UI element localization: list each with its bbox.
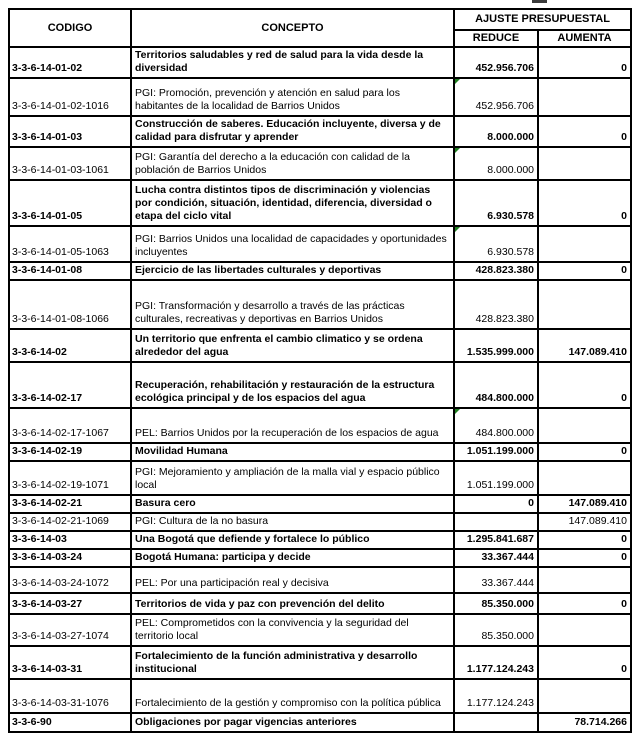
reduce-value: 428.823.380: [475, 264, 534, 276]
codigo-cell: [9, 513, 131, 531]
aumenta-value: 0: [621, 264, 627, 276]
codigo-value: 3-3-6-14-03-27: [12, 598, 83, 610]
table-row: [9, 495, 631, 513]
concepto-value: Lucha contra distintos tipos de discriminación y violencias por condición, situación, identidad, diferencia, diversidad o etapa del ciclo vital: [135, 184, 432, 222]
codigo-value: 3-3-6-14-01-05-1063: [12, 246, 109, 258]
codigo-value: 3-3-6-14-02-19-1071: [12, 479, 109, 491]
codigo-cell: [9, 147, 131, 180]
reduce-cell: [454, 180, 538, 226]
aumenta-cell: [538, 226, 631, 262]
reduce-cell: [454, 461, 538, 495]
reduce-cell: [454, 593, 538, 614]
codigo-value: 3-3-6-14-01-05: [12, 210, 83, 222]
concepto-cell: [131, 180, 454, 226]
aumenta-value: 0: [621, 598, 627, 610]
aumenta-cell: [538, 362, 631, 408]
codigo-cell: [9, 567, 131, 593]
codigo-cell: [9, 180, 131, 226]
table-row: [9, 461, 631, 495]
concepto-value: PGI: Garantía del derecho a la educación con calidad de la población de Barrios Unidos: [135, 151, 410, 176]
reduce-value: 1.051.199.000: [466, 445, 534, 457]
aumenta-value: 0: [621, 210, 627, 222]
codigo-cell: [9, 646, 131, 679]
concepto-cell: [131, 549, 454, 567]
aumenta-cell: [538, 408, 631, 443]
codigo-value: 3-3-6-14-02-21: [12, 497, 83, 509]
codigo-cell: [9, 495, 131, 513]
table-row: [9, 679, 631, 713]
table-row: [9, 531, 631, 549]
concepto-value: PGI: Promoción, prevención y atención en salud para los habitantes de la localidad de Barrios Unidos: [135, 87, 400, 112]
codigo-cell: [9, 47, 131, 78]
aumenta-cell: [538, 180, 631, 226]
concepto-value: PGI: Transformación y desarrollo a través de las prácticas culturales, recreativas y deportivas en Barrios Unidos: [135, 300, 405, 325]
concepto-cell: [131, 593, 454, 614]
codigo-cell: [9, 679, 131, 713]
concepto-value: Territorios de vida y paz con prevención del delito: [135, 598, 385, 610]
codigo-value: 3-3-6-14-02-17: [12, 392, 83, 404]
table-row: [9, 329, 631, 362]
aumenta-value: 0: [621, 62, 627, 74]
table-row: [9, 47, 631, 78]
concepto-value: Basura cero: [135, 497, 196, 509]
reduce-cell: [454, 443, 538, 461]
codigo-cell: [9, 443, 131, 461]
table-row: [9, 408, 631, 443]
table-body: [9, 47, 631, 732]
codigo-value: 3-3-6-14-01-02-1016: [12, 100, 109, 112]
aumenta-value: 0: [621, 392, 627, 404]
aumenta-value: 147.089.410: [568, 346, 627, 358]
concepto-value: PGI: Barrios Unidos una localidad de capacidades y oportunidades incluyentes: [135, 233, 447, 258]
concepto-value: Territorios saludables y red de salud para la vida desde la diversidad: [135, 49, 424, 74]
budget-adjustment-table: [8, 8, 632, 733]
codigo-cell: [9, 78, 131, 116]
concepto-cell: [131, 713, 454, 732]
reduce-cell: [454, 226, 538, 262]
green-error-indicator-icon: [455, 148, 460, 153]
codigo-value: 3-3-6-14-01-08-1066: [12, 313, 109, 325]
concepto-cell: [131, 329, 454, 362]
aumenta-cell: [538, 513, 631, 531]
codigo-cell: [9, 531, 131, 549]
codigo-cell: [9, 614, 131, 646]
table-row: [9, 614, 631, 646]
aumenta-cell: [538, 495, 631, 513]
codigo-value: 3-3-6-14-03: [12, 533, 67, 545]
concepto-value: Ejercicio de las libertades culturales y deportivas: [135, 264, 382, 276]
table-row: [9, 567, 631, 593]
table-row: [9, 180, 631, 226]
aumenta-cell: [538, 549, 631, 567]
aumenta-cell: [538, 461, 631, 495]
concepto-cell: [131, 147, 454, 180]
reduce-cell: [454, 679, 538, 713]
table-row: [9, 78, 631, 116]
reduce-value: 0: [528, 497, 534, 509]
codigo-value: 3-3-6-14-02-21-1069: [12, 515, 109, 527]
green-error-indicator-icon: [455, 409, 460, 414]
reduce-cell: [454, 47, 538, 78]
reduce-cell: [454, 495, 538, 513]
table-row: [9, 147, 631, 180]
header-aumenta: AUMENTA: [538, 30, 631, 47]
codigo-cell: [9, 280, 131, 329]
reduce-value: 1.051.199.000: [466, 479, 534, 491]
concepto-cell: [131, 495, 454, 513]
codigo-cell: [9, 461, 131, 495]
concepto-value: Recuperación, rehabilitación y restauración de la estructura ecológica principal y de los espacios del agua: [135, 379, 435, 404]
reduce-cell: [454, 531, 538, 549]
reduce-cell: [454, 408, 538, 443]
table-row: [9, 362, 631, 408]
codigo-cell: [9, 116, 131, 147]
concepto-cell: [131, 408, 454, 443]
codigo-value: 3-3-6-14-02-17-1067: [12, 427, 109, 439]
concepto-value: Construcción de saberes. Educación incluyente, diversa y de calidad para disfrutar y aprender: [135, 118, 441, 143]
header-ajuste-presupuestal: AJUSTE PRESUPUESTAL: [454, 9, 631, 30]
reduce-cell: [454, 567, 538, 593]
header-concepto: CONCEPTO: [131, 9, 454, 47]
codigo-cell: [9, 262, 131, 280]
aumenta-cell: [538, 147, 631, 180]
concepto-value: Fortalecimiento de la gestión y compromiso con la política pública: [135, 697, 441, 709]
codigo-cell: [9, 362, 131, 408]
aumenta-cell: [538, 713, 631, 732]
codigo-cell: [9, 408, 131, 443]
table-row: [9, 443, 631, 461]
table-row: [9, 593, 631, 614]
codigo-value: 3-3-6-14-01-08: [12, 264, 83, 276]
reduce-value: 8.000.000: [487, 131, 534, 143]
reduce-cell: [454, 147, 538, 180]
concepto-value: Una Bogotá que defiende y fortalece lo público: [135, 533, 370, 545]
concepto-value: Movilidad Humana: [135, 445, 228, 457]
reduce-value: 33.367.444: [481, 577, 534, 589]
concepto-value: Bogotá Humana: participa y decide: [135, 551, 311, 563]
reduce-value: 428.823.380: [475, 313, 534, 325]
aumenta-value: 0: [621, 131, 627, 143]
reduce-cell: [454, 549, 538, 567]
concepto-cell: [131, 567, 454, 593]
table-row: [9, 262, 631, 280]
concepto-value: PEL: Barrios Unidos por la recuperación de los espacios de agua: [135, 427, 439, 439]
codigo-cell: [9, 329, 131, 362]
concepto-cell: [131, 614, 454, 646]
concepto-cell: [131, 461, 454, 495]
header-reduce: REDUCE: [454, 30, 538, 47]
concepto-cell: [131, 226, 454, 262]
reduce-cell: [454, 646, 538, 679]
aumenta-value: 0: [621, 663, 627, 675]
aumenta-value: 0: [621, 533, 627, 545]
reduce-value: 8.000.000: [487, 164, 534, 176]
aumenta-cell: [538, 262, 631, 280]
aumenta-cell: [538, 646, 631, 679]
table-row: [9, 549, 631, 567]
aumenta-cell: [538, 116, 631, 147]
codigo-value: 3-3-6-14-03-31: [12, 663, 83, 675]
concepto-cell: [131, 280, 454, 329]
aumenta-value: 147.089.410: [568, 515, 627, 527]
aumenta-cell: [538, 679, 631, 713]
concepto-cell: [131, 47, 454, 78]
reduce-cell: [454, 116, 538, 147]
aumenta-cell: [538, 78, 631, 116]
reduce-value: 33.367.444: [481, 551, 534, 563]
reduce-cell: [454, 329, 538, 362]
concepto-cell: [131, 531, 454, 549]
table-row: [9, 513, 631, 531]
codigo-value: 3-3-6-14-03-31-1076: [12, 697, 109, 709]
scan-artifact-mark: [532, 0, 547, 3]
reduce-cell: [454, 362, 538, 408]
codigo-value: 3-3-6-14-01-03-1061: [12, 164, 109, 176]
aumenta-cell: [538, 280, 631, 329]
aumenta-value: 147.089.410: [568, 497, 627, 509]
concepto-value: Obligaciones por pagar vigencias anteriores: [135, 716, 357, 728]
reduce-value: 484.800.000: [475, 392, 534, 404]
reduce-value: 6.930.578: [487, 246, 534, 258]
header-codigo: CODIGO: [9, 9, 131, 47]
concepto-cell: [131, 116, 454, 147]
codigo-value: 3-3-6-14-02: [12, 346, 67, 358]
aumenta-value: 0: [621, 551, 627, 563]
concepto-cell: [131, 362, 454, 408]
reduce-cell: [454, 78, 538, 116]
concepto-cell: [131, 78, 454, 116]
concepto-value: Un territorio que enfrenta el cambio climatico y se ordena alrededor del agua: [135, 333, 423, 358]
concepto-value: PEL: Comprometidos con la convivencia y la seguridad del territorio local: [135, 617, 409, 642]
reduce-value: 6.930.578: [487, 210, 534, 222]
codigo-value: 3-3-6-14-01-02: [12, 62, 83, 74]
green-error-indicator-icon: [455, 227, 460, 232]
codigo-cell: [9, 226, 131, 262]
aumenta-cell: [538, 614, 631, 646]
concepto-value: Fortalecimiento de la función administrativa y desarrollo institucional: [135, 650, 418, 675]
reduce-value: 1.177.124.243: [466, 697, 534, 709]
aumenta-cell: [538, 593, 631, 614]
table-row: [9, 226, 631, 262]
aumenta-cell: [538, 567, 631, 593]
reduce-cell: [454, 614, 538, 646]
concepto-value: PEL: Por una participación real y decisiva: [135, 577, 329, 589]
reduce-value: 1.295.841.687: [466, 533, 534, 545]
reduce-cell: [454, 713, 538, 732]
aumenta-value: 78.714.266: [574, 716, 627, 728]
codigo-value: 3-3-6-14-03-27-1074: [12, 630, 109, 642]
aumenta-value: 0: [621, 445, 627, 457]
reduce-cell: [454, 280, 538, 329]
concepto-cell: [131, 262, 454, 280]
codigo-value: 3-3-6-14-03-24: [12, 551, 83, 563]
codigo-value: 3-3-6-14-02-19: [12, 445, 83, 457]
table-row: [9, 646, 631, 679]
codigo-value: 3-3-6-14-03-24-1072: [12, 577, 109, 589]
concepto-cell: [131, 513, 454, 531]
table-row: [9, 713, 631, 732]
reduce-cell: [454, 262, 538, 280]
aumenta-cell: [538, 531, 631, 549]
aumenta-cell: [538, 47, 631, 78]
reduce-value: 85.350.000: [481, 598, 534, 610]
green-error-indicator-icon: [455, 79, 460, 84]
concepto-cell: [131, 443, 454, 461]
codigo-cell: [9, 713, 131, 732]
concepto-cell: [131, 679, 454, 713]
concepto-value: PGI: Mejoramiento y ampliación de la malla vial y espacio público local: [135, 466, 440, 491]
reduce-value: 1.177.124.243: [466, 663, 534, 675]
codigo-value: 3-3-6-90: [12, 716, 52, 728]
concepto-cell: [131, 646, 454, 679]
reduce-value: 452.956.706: [475, 100, 534, 112]
table-row: [9, 116, 631, 147]
aumenta-cell: [538, 329, 631, 362]
table-header: [9, 9, 631, 47]
reduce-value: 1.535.999.000: [466, 346, 534, 358]
reduce-value: 484.800.000: [475, 427, 534, 439]
reduce-value: 452.956.706: [475, 62, 534, 74]
codigo-cell: [9, 549, 131, 567]
codigo-cell: [9, 593, 131, 614]
codigo-value: 3-3-6-14-01-03: [12, 131, 83, 143]
reduce-cell: [454, 513, 538, 531]
reduce-value: 85.350.000: [481, 630, 534, 642]
aumenta-cell: [538, 443, 631, 461]
table-row: [9, 280, 631, 329]
concepto-value: PGI: Cultura de la no basura: [135, 515, 269, 527]
